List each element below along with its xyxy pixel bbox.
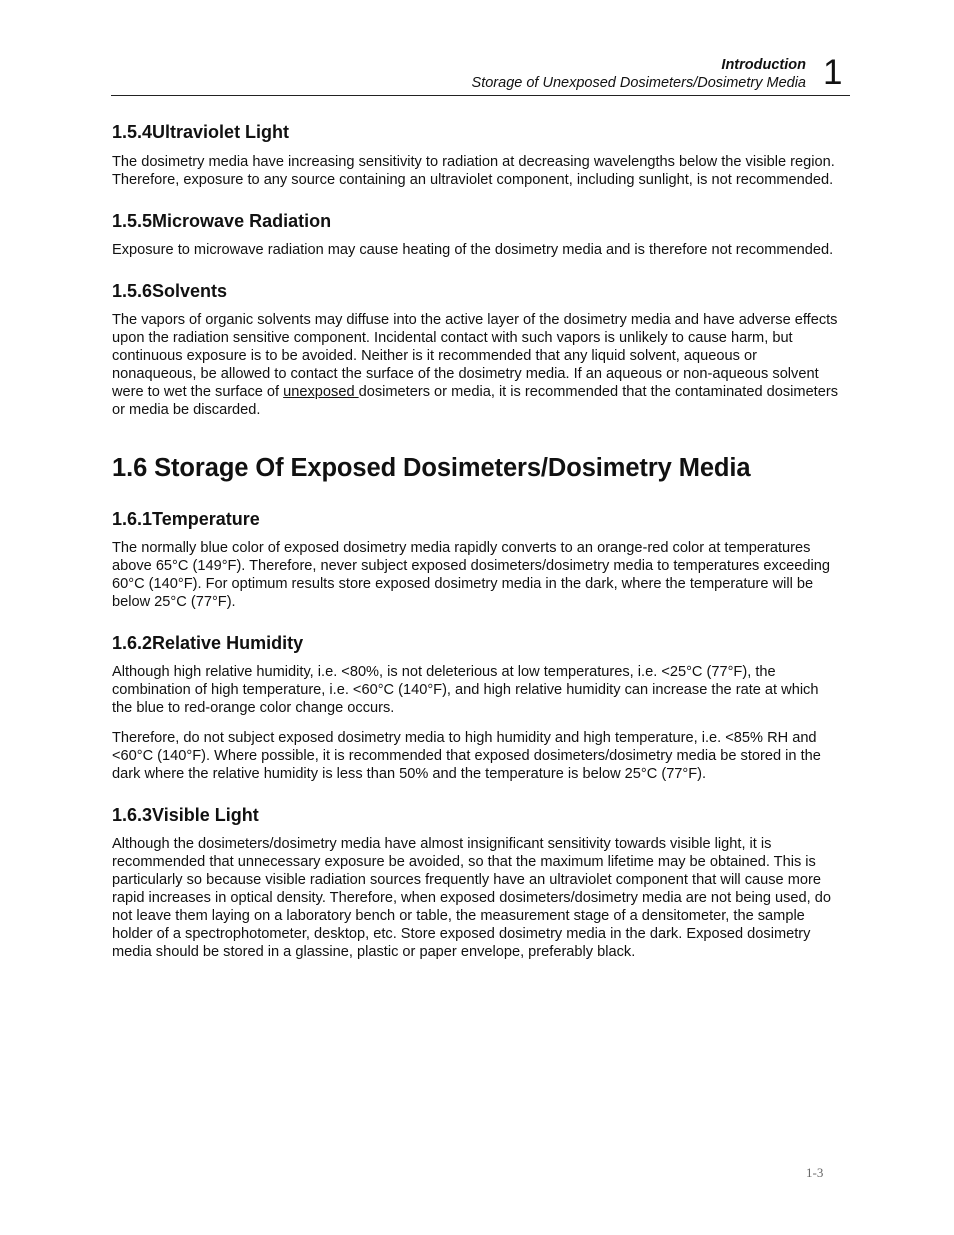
- solvents-text-part-2: dosimeters or media, it is recommended that the contaminated dosimeters or media be discarded.: [112, 384, 839, 418]
- heading-1-5-5: 1.5.5Microwave Radiation: [112, 211, 332, 231]
- page-number: 1-3: [806, 1165, 824, 1180]
- heading-1-6: 1.6 Storage Of Exposed Dosimeters/Dosimetry Media: [112, 454, 751, 482]
- paragraph-visible-light: Although the dosimeters/dosimetry media have almost insignificant sensitivity towards visible light, it is recommended that unnecessary exposure be avoided, so that the maximum lifetime may be obtained. This is particularly so because visible radiation sources frequently have an ultraviolet component that will cause more rapid increases in optical density. Therefore, when exposed dosimeters/dosimetry media are not being used, do not leave them laying on a laboratory bench or table, the measurement stage of a densitometer, the sample holder of a spectrophotometer, desktop, etc. Store exposed dosimetry media in the dark. Exposed dosimetry media should be stored in a glassine, plastic or paper envelope, preferably black.: [112, 836, 832, 960]
- paragraph-relative-humidity-1: Although high relative humidity, i.e. <80%, is not deleterious at low temperatures, i.e. <25°C (77°F), the combination of high temperature, i.e. <60°C (140°F), and high relative humidity can increase the rate at which the blue to red-orange color change occurs.: [112, 664, 819, 716]
- solvents-text-part-1: The vapors of organic solvents may diffuse into the active layer of the dosimetry media and have adverse effects upon the radiation sensitive component. Incidental contact with such vapors is unlikely to cause harm, but continuous exposure is to be avoided. Neither is it recommended that any liquid solvent, aqueous or nonaqueous, be allowed to contact the surface of the dosimetry media. If an aqueous or non-aqueous solvent were to wet the surface of: [112, 312, 838, 400]
- heading-1-6-3: 1.6.3Visible Light: [112, 805, 259, 825]
- heading-1-5-4: 1.5.4Ultraviolet Light: [112, 122, 290, 142]
- paragraph-ultraviolet-light: The dosimetry media have increasing sensitivity to radiation at decreasing wavelengths below the visible region. Therefore, exposure to any source containing an ultraviolet component, including sunlight, is not recommended.: [112, 154, 835, 188]
- page-body: [112, 120, 840, 961]
- heading-1-6-2: 1.6.2Relative Humidity: [112, 633, 304, 653]
- heading-1-5-6: 1.5.6Solvents: [112, 281, 228, 301]
- solvents-underlined-word: unexposed: [283, 384, 359, 400]
- heading-1-6-1: 1.6.1Temperature: [112, 509, 260, 529]
- chapter-number: 1: [823, 53, 843, 92]
- header-chapter-title: Introduction: [721, 57, 806, 73]
- paragraph-solvents: [112, 311, 840, 419]
- paragraph-temperature: The normally blue color of exposed dosimetry media rapidly converts to an orange-red color at temperatures above 65°C (149°F). Therefore, never subject exposed dosimeters/dosimetry media to temperatures exceeding 60°C (140°F). For optimum results store exposed dosimetry media in the dark, where the temperature will be below 25°C (77°F).: [112, 540, 830, 610]
- header-rule: [111, 95, 850, 96]
- header-section-title: Storage of Unexposed Dosimeters/Dosimetry Media: [471, 75, 806, 91]
- running-header: [472, 56, 806, 92]
- paragraph-microwave-radiation: Exposure to microwave radiation may cause heating of the dosimetry media and is therefore not recommended.: [112, 242, 834, 258]
- paragraph-relative-humidity-2: Therefore, do not subject exposed dosimetry media to high humidity and high temperature, i.e. <85% RH and <60°C (140°F). Where possible, it is recommended that exposed dosimeters/dosimetry media be stored in the dark where the relative humidity is less than 50% and the temperature is below 25°C (77°F).: [112, 730, 821, 782]
